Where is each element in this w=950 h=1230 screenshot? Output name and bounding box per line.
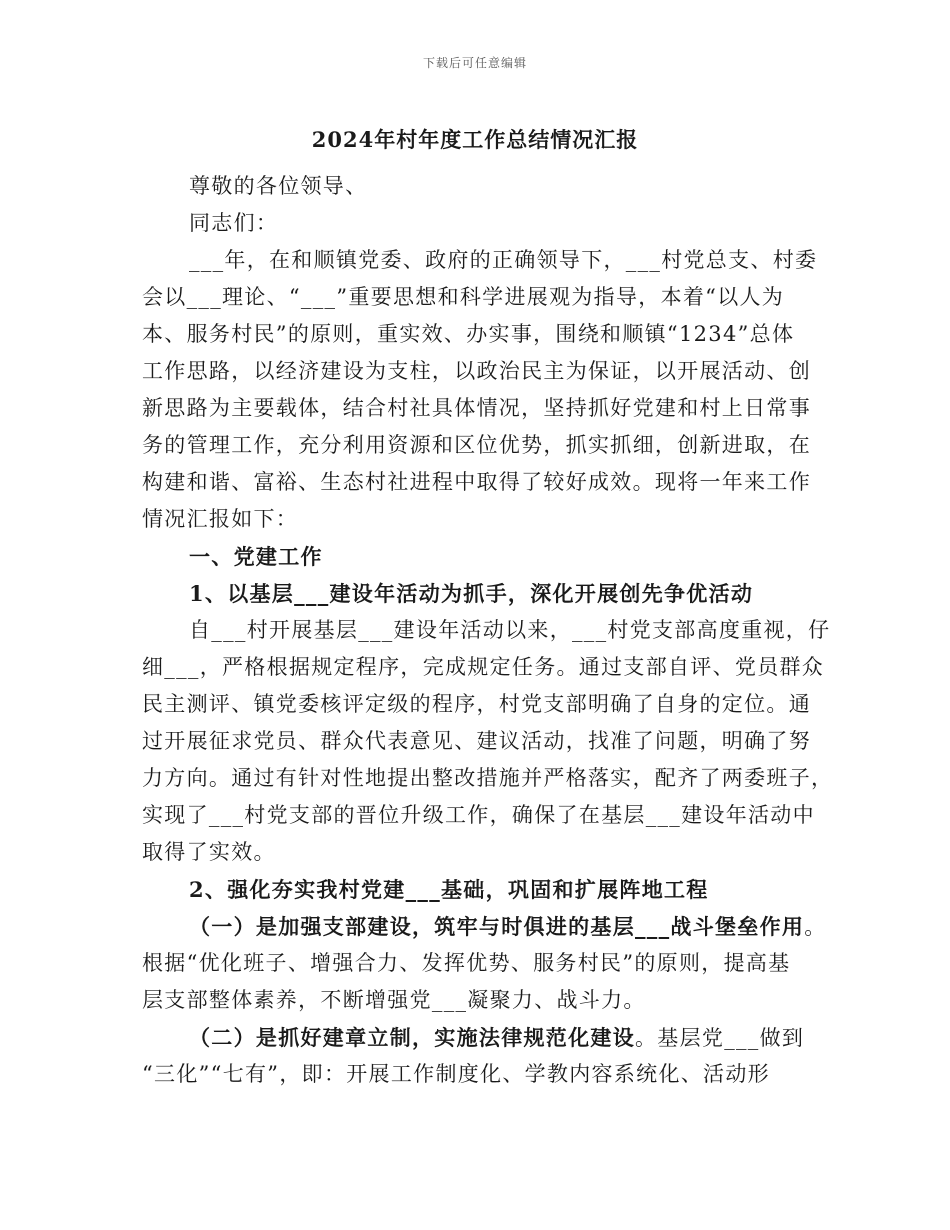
section-heading: 一、党建工作 [189,544,323,569]
inline-text: 。基层党___做到 [635,1026,805,1050]
paragraph-line: 本、服务村民”的原则，重实效、办实事，围绕和顺镇“1234”总体 [142,322,795,346]
salutation-line: 尊敬的各位领导、 [189,174,368,198]
paragraph-line: 过开展征求党员、群众代表意见、建议活动，找准了问题，明确了努 [142,729,811,753]
paragraph-line: 层支部整体素养，不断增强党___凝聚力、战斗力。 [142,988,646,1012]
inline-text: 。 [804,915,827,939]
paragraph-line: 民主测评、镇党委核评定级的程序，村党支部明确了自身的定位。通 [142,692,811,716]
document-body [142,168,834,1093]
paragraph-line: 新思路为主要载体，结合村社具体情况，坚持抓好党建和村上日常事 [142,396,811,420]
paragraph-line: ___年，在和顺镇党委、政府的正确领导下，___村党总支、村委 [189,248,818,272]
paragraph-line: 力方向。通过有针对性地提出整改措施并严格落实，配齐了两委班子， [142,766,834,790]
paragraph-line: 实现了___村党支部的晋位升级工作，确保了在基层___建设年活动中 [142,803,815,827]
paragraph-line: 务的管理工作，充分利用资源和区位优势，抓实抓细，创新进取，在 [142,433,811,457]
paragraph-line: 会以___理论、“___”重要思想和科学进展观为指导，本着“以人为 [142,285,785,309]
paragraph-line: 细___，严格根据规定程序，完成规定任务。通过支部自评、党员群众 [142,655,825,679]
paragraph-line [142,908,827,945]
inline-heading: （一）是加强支部建设，筑牢与时俱进的基层___战斗堡垒作用 [189,914,805,939]
subsection-heading: 1、以基层___建设年活动为抓手，深化开展创先争优活动 [189,581,754,606]
paragraph-line: “三化”“七有”，即：开展工作制度化、学教内容系统化、活动形 [142,1062,770,1086]
paragraph-line: 情况汇报如下： [142,507,299,531]
inline-heading: （二）是抓好建章立制，实施法律规范化建设 [189,1025,635,1050]
paragraph-line: 构建和谐、富裕、生态村社进程中取得了较好成效。现将一年来工作 [142,470,811,494]
subsection-heading: 2、强化夯实我村党建___基础，巩固和扩展阵地工程 [189,877,709,902]
paragraph-line [142,1019,814,1056]
paragraph-line: 工作思路，以经济建设为支柱，以政治民主为保证，以开展活动、创 [142,359,811,383]
page-header: 下载后可任意编辑 [422,56,527,70]
paragraph-line: 取得了实效。 [142,840,276,864]
salutation-line: 同志们： [189,211,279,235]
paragraph-line: 根据“优化班子、增强合力、发挥优势、服务村民”的原则，提高基 [142,951,791,975]
document-title: 2024年村年度工作总结情况汇报 [311,127,639,152]
paragraph-line: 自___村开展基层___建设年活动以来，___村党支部高度重视，仔 [189,618,831,642]
